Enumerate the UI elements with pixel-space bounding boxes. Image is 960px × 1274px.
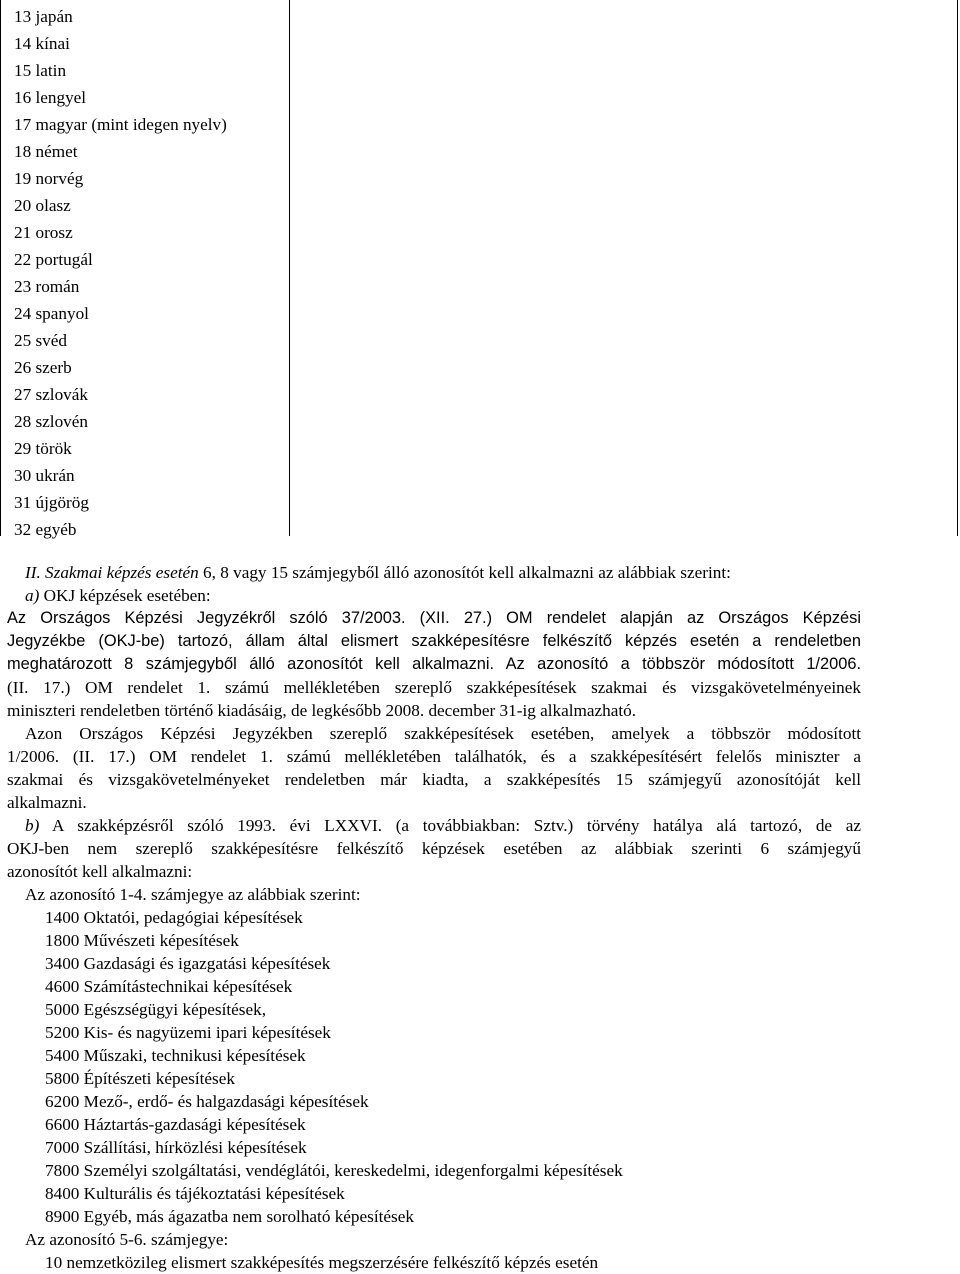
paragraph-2-line: szakmai és vizsgakövetelményeket rendeletben már kiadta, a szakképesítés 15 számjegyű azonosítóját kell	[7, 770, 861, 789]
code-item: 10 nemzetközileg elismert szakképesítés megszerzésére felkészítő képzés esetén	[45, 1253, 599, 1272]
language-item: 19 norvég	[14, 169, 84, 188]
language-item: 27 szlovák	[14, 385, 88, 404]
subsection-a-label: a)	[25, 586, 40, 605]
subsection-a-heading	[25, 584, 211, 607]
language-item: 30 ukrán	[14, 466, 75, 485]
code-item: 1800 Művészeti képesítések	[45, 931, 239, 950]
code-item: 6200 Mező-, erdő- és halgazdasági képesítések	[45, 1092, 369, 1111]
language-item: 22 portugál	[14, 250, 93, 269]
code-item: 8900 Egyéb, más ágazatba nem sorolható képesítések	[45, 1207, 414, 1226]
language-item: 25 svéd	[14, 331, 67, 350]
code-item: 7800 Személyi szolgáltatási, vendéglátói, kereskedelmi, idegenforgalmi képesítések	[45, 1161, 623, 1180]
language-item: 32 egyéb	[14, 520, 77, 539]
paragraph-2-line: Azon Országos Képzési Jegyzékben szereplő szakképesítések esetében, amelyek a többször módosított	[25, 724, 861, 743]
digits-1-4-label: Az azonosító 1-4. számjegye az alábbiak szerint:	[25, 885, 361, 904]
language-item: 24 spanyol	[14, 304, 89, 323]
language-item: 17 magyar (mint idegen nyelv)	[14, 115, 227, 134]
subsection-b-text: A szakképzésről szóló 1993. évi LXXVI. (a továbbiakban: Sztv.) törvény hatálya alá tartozó, de az	[39, 816, 861, 835]
section-2-heading-rest: 6, 8 vagy 15 számjegyből álló azonosítót kell alkalmazni az alábbiak szerint:	[198, 563, 731, 582]
code-item: 5000 Egészségügyi képesítések,	[45, 1000, 266, 1019]
paragraph-1-line: Az Országos Képzési Jegyzékről szóló 37/2003. (XII. 27.) OM rendelet alapján az Országos Képzési	[7, 609, 861, 627]
code-item: 5400 Műszaki, technikusi képesítések	[45, 1046, 306, 1065]
code-item: 1400 Oktatói, pedagógiai képesítések	[45, 908, 303, 927]
language-item: 26 szerb	[14, 358, 72, 377]
code-item: 8400 Kulturális és tájékoztatási képesítések	[45, 1184, 345, 1203]
section-2-heading-italic: II. Szakmai képzés esetén	[25, 563, 199, 582]
paragraph-2-line: 1/2006. (II. 17.) OM rendelet 1. számú mellékletében találhatók, és a szakképesítésért felelős miniszter a	[7, 747, 861, 766]
table-border-left	[0, 0, 1, 536]
code-item: 7000 Szállítási, hírközlési képesítések	[45, 1138, 307, 1157]
code-item: 6600 Háztartás-gazdasági képesítések	[45, 1115, 306, 1134]
section-2-heading	[25, 561, 731, 584]
subsection-b-label: b)	[25, 816, 40, 835]
subsection-a-text: OKJ képzések esetében:	[39, 586, 211, 605]
paragraph-1-line: Jegyzékbe (OKJ-be) tartozó, állam által elismert szakképesítésre felkészítő képzés esetén a rendeletben	[7, 632, 861, 650]
language-item: 23 román	[14, 277, 80, 296]
subsection-b-line	[25, 814, 861, 837]
language-item: 13 japán	[14, 7, 73, 26]
table-border-middle	[289, 0, 290, 536]
language-item: 20 olasz	[14, 196, 71, 215]
paragraph-1-line: miniszteri rendeletben történő kiadásáig, de legkésőbb 2008. december 31-ig alkalmazható.	[7, 701, 637, 720]
language-item: 21 orosz	[14, 223, 73, 242]
paragraph-1-line: meghatározott 8 számjegyből álló azonosítót kell alkalmazni. Az azonosító a többször módosított 1/2006.	[7, 655, 861, 673]
language-item: 28 szlovén	[14, 412, 88, 431]
language-item: 15 latin	[14, 61, 67, 80]
language-item: 29 török	[14, 439, 72, 458]
digits-5-6-label: Az azonosító 5-6. számjegye:	[25, 1230, 229, 1249]
language-item: 14 kínai	[14, 34, 70, 53]
subsection-b-line: OKJ-ben nem szereplő szakképesítésre felkészítő képzések esetében az alábbiak szerinti 6 számjegyű	[7, 839, 861, 858]
subsection-b-line: azonosítót kell alkalmazni:	[7, 862, 193, 881]
language-list	[14, 3, 227, 543]
code-item: 5200 Kis- és nagyüzemi ipari képesítések	[45, 1023, 331, 1042]
language-table	[0, 0, 958, 539]
language-item: 16 lengyel	[14, 88, 87, 107]
code-item: 4600 Számítástechnikai képesítések	[45, 977, 293, 996]
paragraph-2-line: alkalmazni.	[7, 793, 87, 812]
language-item: 18 német	[14, 142, 78, 161]
code-item: 5800 Építészeti képesítések	[45, 1069, 235, 1088]
paragraph-1-line: (II. 17.) OM rendelet 1. számú mellékletében szereplő szakképesítések szakmai és vizsgakövetelményeinek	[7, 678, 861, 697]
language-item: 31 újgörög	[14, 493, 89, 512]
code-item: 3400 Gazdasági és igazgatási képesítések	[45, 954, 331, 973]
table-border-right	[957, 0, 958, 536]
